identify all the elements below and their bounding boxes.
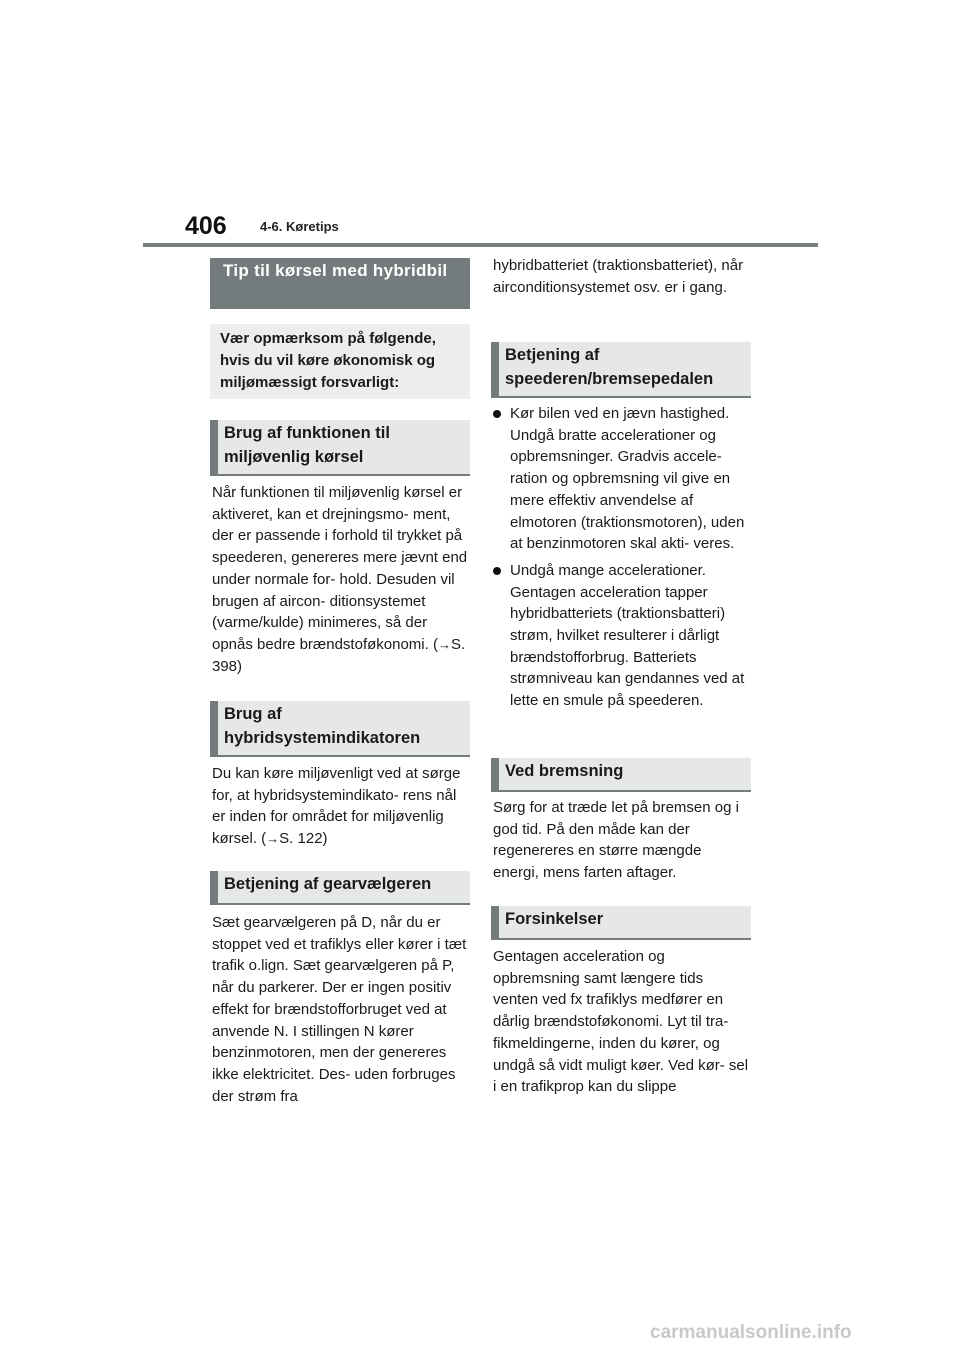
body-text: Når funktionen til miljøvenlig kørsel er aktiveret, kan et drejningsmo- ment, der er passende i forhold til trykket på speederen, genereres mere jævnt end under normale for- hold. Desuden vil brugen af aircon- ditionsystemet (varme/kulde) minimeres, så der opnås bedre brændstoføkonomi. ( — [212, 484, 468, 653]
section-heading: Ved bremsning — [491, 758, 751, 792]
bullet-text: Undgå mange accelerationer. Gentagen acceleration tapper hybridbatteriets (traktionsbatteri) strøm, hvilket resulterer i dårligt brændstofforbrug. Batteriets strømniveau kan gendannes ved at lette en smule på speederen. — [510, 561, 745, 710]
bullet-item — [491, 560, 751, 712]
section-delays — [491, 906, 751, 1098]
bullet-icon — [493, 567, 501, 575]
bullet-icon — [493, 410, 501, 418]
page-number: 406 — [185, 212, 227, 240]
section-body: Sæt gearvælgeren på D, når du er stoppet ved et trafiklys eller kører i tæt trafik o.lign. Sæt gearvælgeren på P, når du parkerer. Der er ingen positiv effekt for brændstofforbruget ved at anvende N. I stillingen N kører benzinmotoren, men der genereres ikke elektricitet. Des- uden forbruges der strøm fra — [212, 914, 467, 1105]
section-pedals — [491, 342, 751, 712]
intro-text: Vær opmærksom på følgende, hvis du vil køre økonomisk og miljømæssigt forsvarligt: — [210, 324, 470, 399]
section-body — [210, 763, 470, 850]
section-gear-selector — [210, 871, 470, 1107]
watermark: carmanualsonline.info — [650, 1322, 852, 1343]
section-label: 4-6. Køretips — [260, 219, 339, 234]
page-reference-link[interactable]: S. 122) — [279, 830, 328, 848]
bullet-item — [491, 403, 751, 555]
body-text: Du kan køre miljøvenligt ved at sørge for, at hybridsystemindikato- rens nål er inden for området for miljøvenlig kørsel. ( — [212, 765, 461, 848]
intro-box — [210, 324, 470, 399]
continuation-text: hybridbatteriet (traktionsbatteriet), når airconditionsystemet osv. er i gang. — [493, 257, 744, 296]
section-heading: Betjening af speederen/bremsepedalen — [491, 342, 751, 398]
page-reference-link[interactable]: S. 398) — [212, 635, 466, 675]
section-heading: Betjening af gearvælgeren — [210, 871, 470, 905]
section-eco-mode — [210, 420, 470, 677]
arrow-icon: → — [266, 831, 280, 847]
left-column — [210, 258, 470, 309]
page-title: Tip til kørsel med hybridbil — [210, 258, 470, 309]
header-divider — [143, 243, 818, 247]
section-braking — [491, 758, 751, 884]
section-heading: Forsinkelser — [491, 906, 751, 940]
section-heading: Brug af funktionen til miljøvenlig kørsel — [210, 420, 470, 476]
section-body: Sørg for at træde let på bremsen og i god tid. På den måde kan der regenereres en større mængde energi, mens farten aftager. — [493, 799, 739, 882]
section-body — [210, 482, 470, 677]
section-body: Gentagen acceleration og opbremsning samt længere tids venten ved fx trafiklys medfører en dårlig brændstoføkonomi. Lyt til tra- fikmeldingerne, inden du kører, og undgå så vidt muligt køer. Ved kør- sel i en trafikprop kan du slippe — [493, 948, 749, 1096]
right-column-continuation — [491, 255, 751, 298]
section-hybrid-indicator — [210, 701, 470, 850]
bullet-text: Kør bilen ved en jævn hastighed. Undgå bratte accelerationer og opbremsninger. Gradvis accele- ration og opbremsning vil give en mere effektiv anvendelse af elmotoren (traktionsmotoren), uden at benzinmotoren skal akti- veres. — [510, 405, 745, 553]
section-heading: Brug af hybridsystemindikatoren — [210, 701, 470, 757]
arrow-icon: → — [437, 636, 451, 652]
